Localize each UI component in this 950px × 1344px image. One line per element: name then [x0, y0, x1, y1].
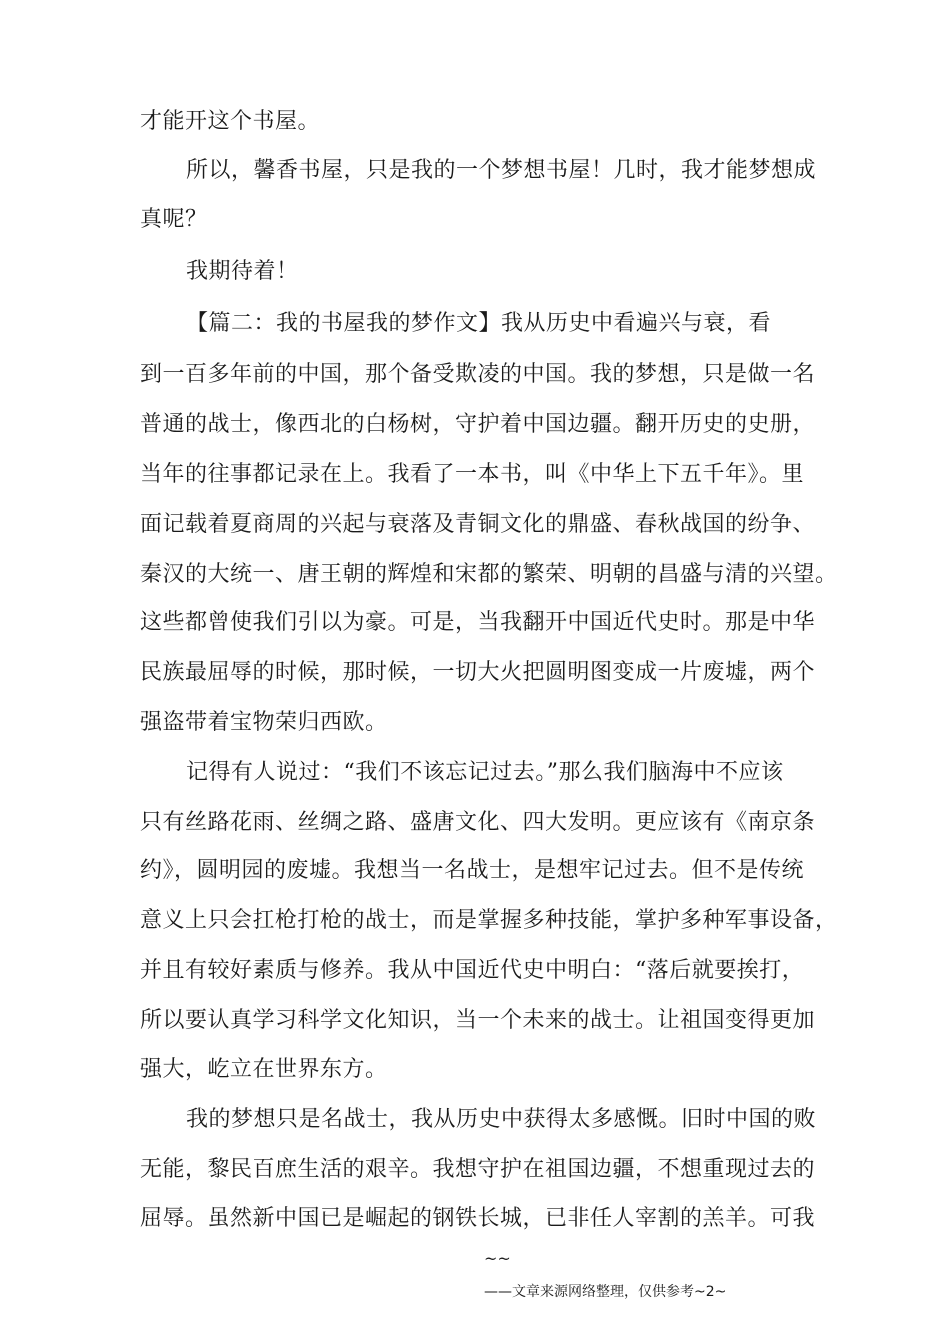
text-line: 所以，馨香书屋，只是我的一个梦想书屋！几时，我才能梦想成: [186, 158, 817, 183]
text-line: 这些都曾使我们引以为豪。可是，当我翻开中国近代史时。那是中华: [140, 610, 816, 635]
text-line: 强盗带着宝物荣归西欧。: [140, 710, 388, 735]
text-line: 普通的战士，像西北的白杨树，守护着中国边疆。翻开历史的史册，: [140, 412, 816, 437]
text-line: 真呢？: [140, 207, 208, 232]
text-line: 意义上只会扛枪打枪的战士，而是掌握多种技能，掌护多种军事设备，: [140, 908, 838, 933]
text-line: 面记载着夏商周的兴起与衰落及青铜文化的鼎盛、春秋战国的纷争、: [140, 512, 816, 537]
text-line: 屈辱。虽然新中国已是崛起的钢铁长城，已非任人宰割的羔羊。可我: [140, 1206, 816, 1231]
text-line: 才能开这个书屋。: [140, 109, 321, 134]
text-line: 我期待着！: [186, 259, 299, 284]
text-line: 强大，屹立在世界东方。: [140, 1057, 388, 1082]
text-line: 民族最屈辱的时候，那时候，一切大火把圆明图变成一片废墟，两个: [140, 660, 816, 685]
text-line: 记得有人说过：“我们不该忘记过去。”那么我们脑海中不应该: [186, 760, 784, 785]
text-line: 无能，黎民百庶生活的艰辛。我想守护在祖国边疆，不想重现过去的: [140, 1157, 816, 1182]
text-line: 到一百多年前的中国，那个备受欺凌的中国。我的梦想，只是做一名: [140, 362, 816, 387]
section-heading-line: 【篇二：我的书屋我的梦作文】我从历史中看遍兴与衰，看: [186, 311, 772, 336]
text-line: 所以要认真学习科学文化知识，当一个未来的战士。让祖国变得更加: [140, 1008, 816, 1033]
footer-mark: ~~: [484, 1249, 511, 1268]
text-line: 只有丝路花雨、丝绸之路、盛唐文化、四大发明。更应该有《南京条: [140, 810, 816, 835]
text-line: 当年的往事都记录在上。我看了一本书，叫《中华上下五千年》。里: [140, 462, 805, 487]
text-line: 我的梦想只是名战士，我从历史中获得太多感慨。旧时中国的败: [186, 1107, 817, 1132]
footer-note: ——文章来源网络整理，仅供参考~2~: [484, 1284, 727, 1300]
text-line: 约》，圆明园的废墟。我想当一名战士，是想牢记过去。但不是传统: [140, 858, 805, 883]
text-line: 秦汉的大统一、唐王朝的辉煌和宋都的繁荣、明朝的昌盛与清的兴望。: [140, 562, 838, 587]
text-line: 并且有较好素质与修养。我从中国近代史中明白：“落后就要挨打，: [140, 958, 805, 983]
